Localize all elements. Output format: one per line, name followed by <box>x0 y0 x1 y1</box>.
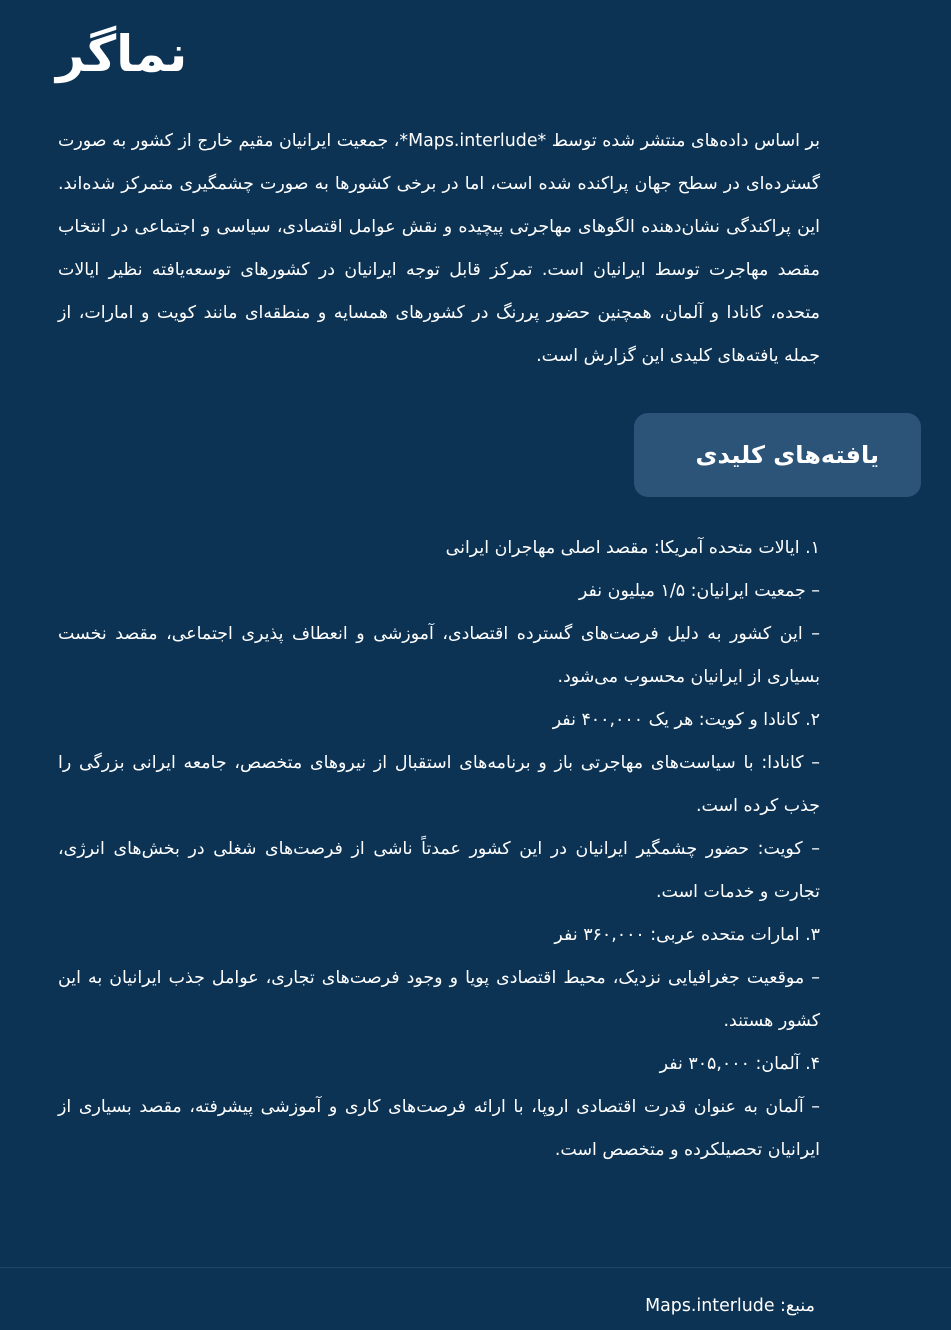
finding-line: – جمعیت ایرانیان: ۱/۵ میلیون نفر <box>578 581 820 601</box>
finding-line: – موقعیت جغرافیایی نزدیک، محیط اقتصادی پویا و وجود فرصت‌های تجاری، عوامل جذب ایرانیان به این کشور هستند. <box>58 968 820 1031</box>
brand-logo: نماگر <box>56 25 188 83</box>
finding-line: ۱. ایالات متحده آمریکا: مقصد اصلی مهاجران ایرانی <box>445 538 820 558</box>
finding-line: – کویت: حضور چشمگیر ایرانیان در این کشور عمدتاً ناشی از فرصت‌های شغلی در بخش‌های انرژی، تجارت و خدمات است. <box>58 839 820 902</box>
source-credit: منبع: Maps.interlude <box>645 1296 815 1316</box>
footer-divider <box>0 1267 951 1268</box>
key-findings-header <box>634 413 921 497</box>
intro-paragraph: بر اساس داده‌های منتشر شده توسط *Maps.interlude*، جمعیت ایرانیان مقیم خارج از کشور به صورت گسترده‌ای در سطح جهان پراکنده شده است، اما در برخی کشورها به صورت چشمگیری متمرکز شده‌اند. این پراکندگی نشان‌دهنده الگوهای مهاجرتی پیچیده و نقش عوامل اقتصادی، سیاسی و اجتماعی در انتخاب مقصد مهاجرت توسط ایرانیان است. تمرکز قابل توجه ایرانیان در کشورهای توسعه‌یافته نظیر ایالات متحده، کانادا و آلمان، همچنین حضور پررنگ در کشورهای همسایه و منطقه‌ای مانند کویت و امارات، از جمله یافته‌های کلیدی این گزارش است. <box>58 131 820 366</box>
finding-line: ۲. کانادا و کویت: هر یک ۴۰۰,۰۰۰ نفر <box>552 710 820 730</box>
finding-line: – آلمان به عنوان قدرت اقتصادی اروپا، با ارائه فرصت‌های کاری و آموزشی پیشرفته، مقصد بسیاری از ایرانیان تحصیلکرده و متخصص است. <box>58 1097 820 1160</box>
key-findings-list <box>58 527 820 1172</box>
finding-line: ۴. آلمان: ۳۰۵,۰۰۰ نفر <box>659 1054 820 1074</box>
key-findings-title: یافته‌های کلیدی <box>695 441 879 469</box>
finding-line: – کانادا: با سیاست‌های مهاجرتی باز و برنامه‌های استقبال از نیروهای متخصص، جامعه ایرانی بزرگی را جذب کرده است. <box>58 753 820 816</box>
finding-line: – این کشور به دلیل فرصت‌های گسترده اقتصادی، آموزشی و انعطاف پذیری اجتماعی، مقصد نخست بسیاری از ایرانیان محسوب می‌شود. <box>58 624 820 687</box>
finding-line: ۳. امارات متحده عربی: ۳۶۰,۰۰۰ نفر <box>554 925 820 945</box>
